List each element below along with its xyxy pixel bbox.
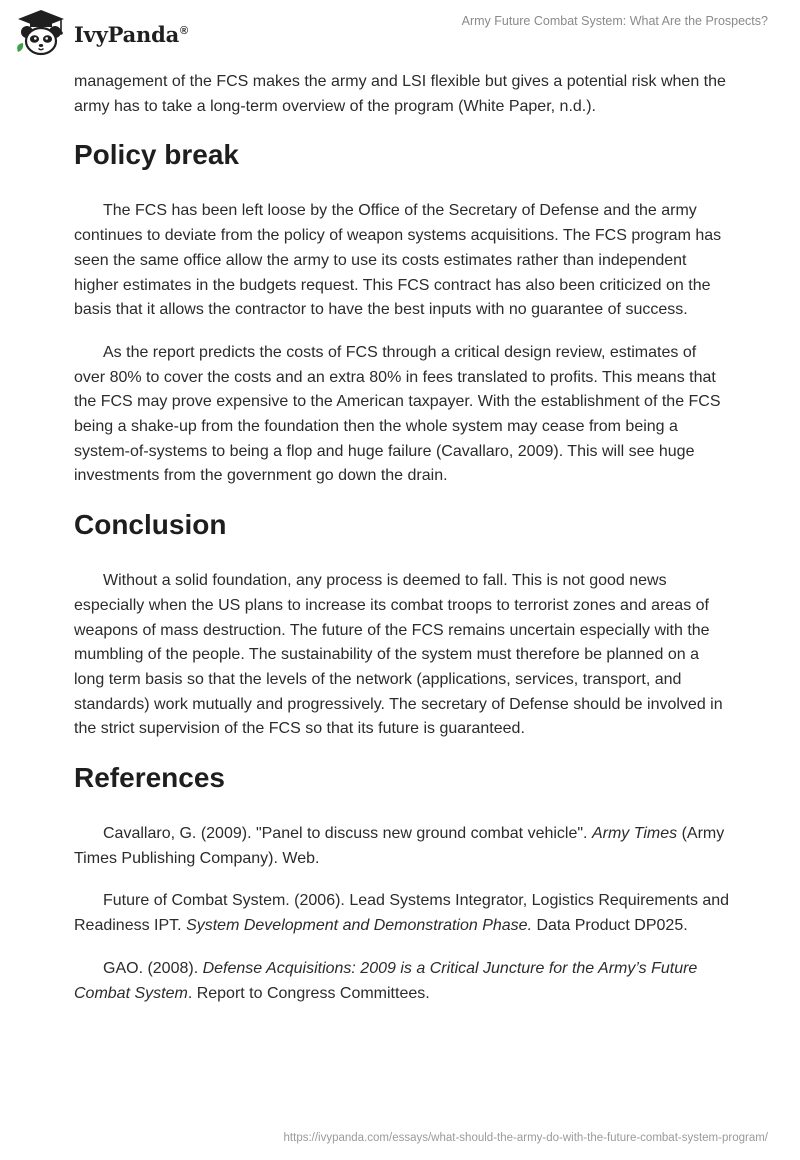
source-url[interactable]: https://ivypanda.com/essays/what-should-the-army-do-with-the-future-combat-system-program/ [283, 1132, 768, 1144]
reference-item: GAO. (2008). Defense Acquisitions: 2009 is a Critical Juncture for the Army’s Future Combat System. Report to Congress Committees. [74, 959, 698, 1002]
section-heading-conclusion: Conclusion [74, 509, 227, 541]
section-heading-policy-break: Policy break [74, 139, 239, 171]
section-heading-references: References [74, 762, 225, 794]
policy-break-paragraph-1: The FCS has been left loose by the Office of the Secretary of Defense and the army continues to deviate from the policy of weapon systems acquisitions. The FCS program has seen the same office allow the army to use its costs estimates rather than independent higher estimates in the budgets request. This FCS contract has also been criticized on the basis that it allows the contractor to have the best inputs with no guarantee of success. [74, 202, 722, 319]
intro-paragraph: management of the FCS makes the army and LSI flexible but gives a potential risk when the army has to take a long-term overview of the program (White Paper, n.d.). [74, 73, 726, 115]
conclusion-paragraph: Without a solid foundation, any process is deemed to fall. This is not good news especially when the US plans to increase its combat troops to terrorist zones and areas of weapons of mass destruction. The future of the FCS remains uncertain especially with the mumbling of the people. The sustainability of the system must therefore be planned on a long term basis so that the levels of the network (applications, services, transport, and standards) work mutually and progressively. The secretary of Defense should be involved in the strict supervision of the FCS so that its future is guaranteed. [74, 572, 723, 738]
ivypanda-logo[interactable] [14, 8, 188, 58]
page-header [0, 0, 800, 66]
policy-break-paragraph-2: As the report predicts the costs of FCS through a critical design review, estimates of over 80% to cover the costs and an extra 80% in fees translated to profits. This means that the FCS may prove expensive to the American taxpayer. With the establishment of the FCS being a shake-up from the foundation then the whole system may cease from being a system-of-systems to being a flop and huge failure (Cavallaro, 2009). This will see huge investments from the government go down the drain. [74, 343, 721, 485]
reference-item: Future of Combat System. (2006). Lead Systems Integrator, Logistics Requirements and Readiness IPT. System Development and Demonstration Phase. Data Product DP025. [74, 892, 730, 935]
document-title: Army Future Combat System: What Are the Prospects? [461, 14, 768, 28]
essay-content [74, 70, 730, 1024]
logo-text: IvyPanda® [74, 21, 188, 47]
reference-item: Cavallaro, G. (2009). "Panel to discuss new ground combat vehicle". Army Times (Army Times Publishing Company). Web. [74, 825, 725, 867]
panda-graduate-icon [14, 8, 68, 58]
